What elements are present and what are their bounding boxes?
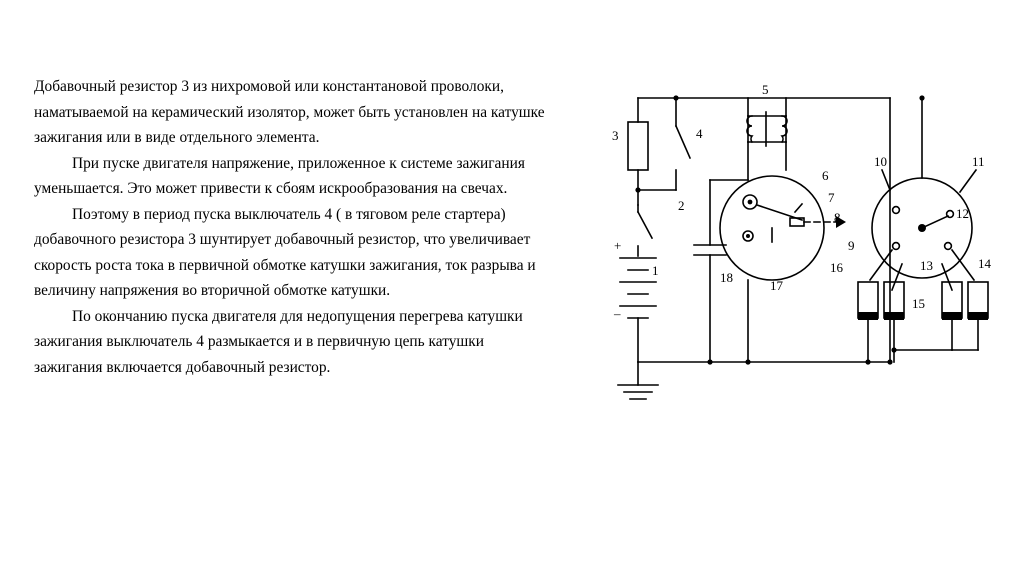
switch-4-blade xyxy=(676,126,690,158)
node-switch4-join xyxy=(635,187,640,192)
wire-cap-plug2 xyxy=(892,264,902,290)
resistor-3-body xyxy=(628,122,648,170)
callout-2: 2 xyxy=(678,198,685,213)
callout-8: 8 xyxy=(834,210,841,225)
node-right-rail-ground xyxy=(887,359,892,364)
breaker-contact-upper xyxy=(795,204,802,212)
callout-1: 1 xyxy=(652,263,659,278)
article-text xyxy=(34,74,554,380)
node-distributor-ground xyxy=(745,359,750,364)
spark-plug-3-base xyxy=(942,312,962,320)
paragraph-2: При пуске двигателя напряжение, приложенное к системе зажигания уменьшается. Это может привести к сбоям искрообразования на свечах. xyxy=(34,154,525,197)
callout-13: 13 xyxy=(920,258,933,273)
cap-terminal-upper-left xyxy=(893,207,900,214)
schematic-svg xyxy=(590,50,1010,450)
switch-2-blade xyxy=(638,212,652,238)
callout-17: 17 xyxy=(770,278,783,293)
node-plug1-ground xyxy=(865,359,870,364)
wire-cap-plug3 xyxy=(942,264,952,290)
node-capacitor-ground xyxy=(707,359,712,364)
callout-16: 16 xyxy=(830,260,843,275)
paragraph-1: Добавочный резистор 3 из нихромовой или константановой проволоки, наматываемой на керамический изолятор, может быть установлен на катушке зажигания или в виде отдельного элемента. xyxy=(34,78,545,146)
callout-12: 12 xyxy=(956,206,969,221)
callout-10: 10 xyxy=(874,154,887,169)
wire-callout-11-leader xyxy=(960,170,976,192)
spark-plug-2-base xyxy=(884,312,904,320)
paragraph-4: По окончанию пуска двигателя для недопущения перегрева катушки зажигания выключатель 4 размыкается и в первичную цепь катушки зажигания включается добавочный резистор. xyxy=(34,307,523,376)
callout-4: 4 xyxy=(696,126,703,141)
callout-6: 6 xyxy=(822,168,829,183)
callout-5: 5 xyxy=(762,82,769,97)
spark-plug-4-base xyxy=(968,312,988,320)
paragraph-3: Поэтому в период пуска выключатель 4 ( в тяговом реле стартера) добавочного резистора 3 шунтирует добавочный резистор, что увеличивает скорость роста тока в первичной обмотке катушки зажигания, ток разрыва и величину напряжения во вторичной обмотке катушки. xyxy=(34,205,536,299)
callout-15: 15 xyxy=(912,296,925,311)
battery-plus-sign: + xyxy=(614,238,622,253)
breaker-cam-center xyxy=(748,200,753,205)
battery-minus-sign: – xyxy=(614,306,621,321)
callout-3: 3 xyxy=(612,128,619,143)
callout-14: 14 xyxy=(978,256,991,271)
cap-terminal-13 xyxy=(893,243,900,250)
node-plug2-rail xyxy=(891,347,896,352)
callout-18: 18 xyxy=(720,270,733,285)
spark-plug-1-base xyxy=(858,312,878,320)
callout-9: 9 xyxy=(848,238,855,253)
callout-11: 11 xyxy=(972,154,985,169)
ignition-system-schematic xyxy=(590,50,1010,450)
breaker-pivot-center xyxy=(746,234,750,238)
node-switch4-top xyxy=(673,95,678,100)
callout-7: 7 xyxy=(828,190,835,205)
cap-terminal-12 xyxy=(947,211,954,218)
rotor-arm xyxy=(922,216,948,228)
node-cap-top-rail xyxy=(919,95,924,100)
wire-callout-10-leader xyxy=(882,170,890,190)
cap-terminal-14 xyxy=(945,243,952,250)
